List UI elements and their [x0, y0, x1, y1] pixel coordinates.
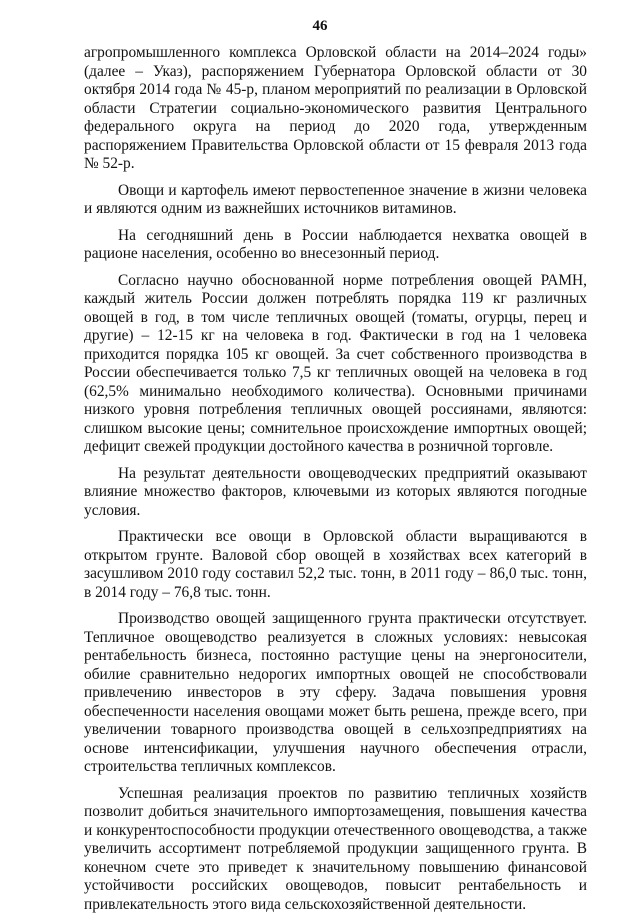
document-body [84, 44, 587, 922]
paragraph-influencing-factors: На результат деятельности овощеводческих предприятий оказывают влияние множество факторов, ключевыми из которых являются погодные условия. [84, 464, 587, 519]
paragraph-import-substitution: Успешная реализация проектов по развитию тепличных хозяйств позволит добиться значительного импортозамещения, повышения качества и конкурентоспособности продукции отечественного овощеводства, а также увеличить ассортимент потребляемой продукции защищенного грунта. В конечном счете это приведет к значительному повышению финансовой устойчивости российских овощеводов, повысит рентабельность и привлекательность этого вида сельскохозяйственной деятельности. [84, 784, 587, 913]
paragraph-consumption-norm: Согласно научно обоснованной норме потребления овощей РАМН, каждый житель России должен потреблять порядка 119 кг различных овощей в год, в том числе тепличных овощей (томаты, огурцы, перец и другие) – 12-15 кг на человека в год. Фактически в год на 1 человека приходится порядка 105 кг овощей. За счет собственного производства в России обеспечивается только 7,5 кг тепличных овощей на человека в год (62,5% минимально необходимого количества). Основными причинами низкого уровня потребления тепличных овощей россиянами, являются: слишком высокие цены; сомнительное происхождение импортных овощей; дефицит свежей продукции достойного качества в розничной торговле. [84, 271, 587, 455]
paragraph-vegetables-importance: Овощи и картофель имеют первостепенное значение в жизни человека и являются одним из важнейших источников витаминов. [84, 181, 587, 217]
paragraph-greenhouse-production: Производство овощей защищенного грунта практически отсутствует. Тепличное овощеводство реализуется в сложных условиях: невысокая рентабельность бизнеса, постоянно растущие цены на энергоносители, обилие сравнительно недорогих импортных овощей не способствовали привлечению инвесторов в эту сферу. Задача повышения уровня обеспеченности населения овощами может быть решена, прежде всего, при увеличении товарного производства овощей в сельхозпредприятиях на основе интенсификации, улучшения научного обеспечения отрасли, строительства тепличных комплексов. [84, 610, 587, 775]
page-number: 46 [312, 18, 328, 34]
paragraph-vegetable-shortage: На сегодняшний день в России наблюдается нехватка овощей в рационе населения, особенно во внесезонный период. [84, 226, 587, 262]
paragraph-open-ground-harvest: Практически все овощи в Орловской области выращиваются в открытом грунте. Валовой сбор овощей в хозяйствах всех категорий в засушливом 2010 году составил 52,2 тыс. тонн, в 2011 году – 86,0 тыс. тонн, в 2014 году – 76,8 тыс. тонн. [84, 528, 587, 601]
paragraph-continuation: агропромышленного комплекса Орловской области на 2014–2024 годы» (далее – Указ), распоряжением Губернатора Орловской области от 30 октября 2014 года № 45-р, планом мероприятий по реализации в Орловской области Стратегии социально-экономического развития Центрального федерального округа на период до 2020 года, утвержденным распоряжением Правительства Орловской области от 15 февраля 2013 года № 52-р. [84, 44, 587, 172]
